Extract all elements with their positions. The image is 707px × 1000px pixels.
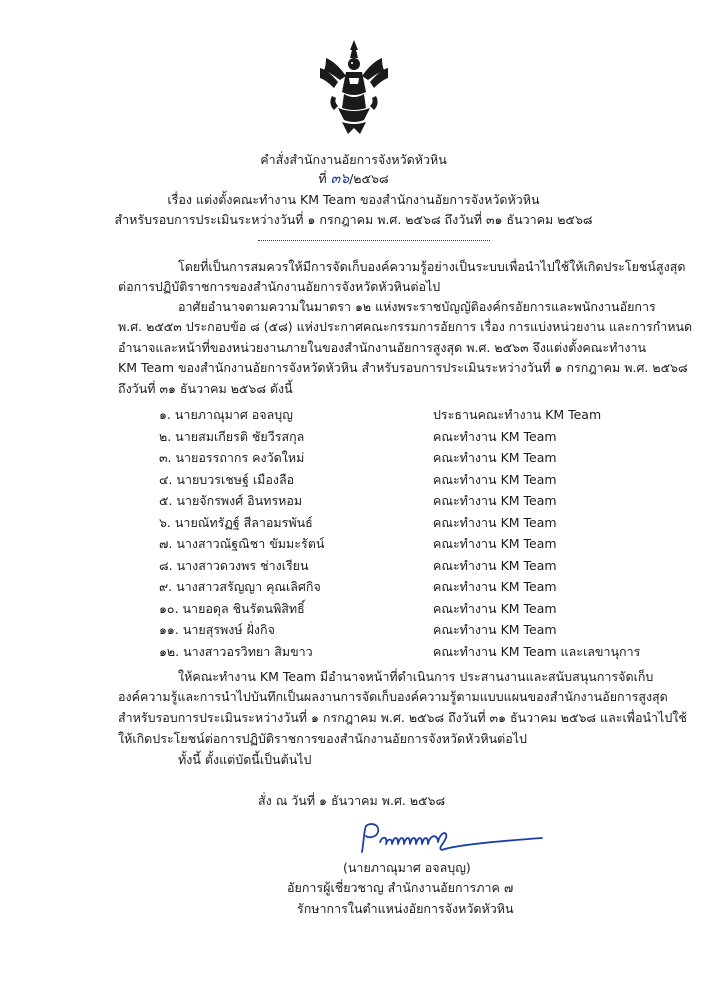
divider: [258, 240, 490, 241]
para3-line1: ให้คณะทำงาน KM Team มีอำนาจหน้าที่ดำเนินการ ประสานงานและสนับสนุนการจัดเก็บ: [178, 669, 654, 684]
list-item: [0, 513, 707, 533]
member-role: คณะทำงาน KM Team: [433, 579, 557, 594]
list-item: [0, 599, 707, 619]
member-name: ๗. นางสาวณัฐณิชา ขัมมะรัตน์: [159, 536, 325, 551]
member-name: ๑๒. นางสาวอรวิทยา สิมขาว: [159, 643, 313, 659]
member-role: คณะทำงาน KM Team: [433, 450, 557, 465]
number-prefix: ที่: [318, 171, 327, 186]
subject-line-1: เรื่อง แต่งตั้งคณะทำงาน KM Team ของสำนักงานอัยการจังหวัดหัวหิน: [167, 192, 540, 207]
member-role: คณะทำงาน KM Team: [433, 493, 557, 508]
para4: ทั้งนี้ ตั้งแต่บัดนี้เป็นต้นไป: [178, 752, 312, 767]
para2-line2: พ.ศ. ๒๕๕๓ ประกอบข้อ ๘ (๕๘) แห่งประกาศคณะกรรมการอัยการ เรื่อง การแบ่งหน่วยงาน และการกำหนด: [118, 319, 693, 334]
member-role: คณะทำงาน KM Team: [433, 514, 557, 530]
para2-line3: อำนาจและหน้าที่ของหน่วยงานภายในของสำนักงานอัยการสูงสุด พ.ศ. ๒๕๖๓ จึงแต่งตั้งคณะทำงาน: [118, 340, 647, 355]
member-role: คณะทำงาน KM Team: [433, 536, 557, 551]
member-name: ๖. นายณัทรัฏฐ์ สีลาอมรพันธ์: [159, 514, 313, 530]
list-item: [0, 577, 707, 597]
member-role: คณะทำงาน KM Team: [433, 622, 557, 637]
member-role: คณะทำงาน KM Team: [433, 471, 557, 487]
member-name: ๒. นายสมเกียรติ ชัยวีรสกุล: [159, 428, 305, 444]
para2-line1: อาศัยอำนาจตามความในมาตรา ๑๒ แห่งพระราชบัญญัติองค์กรอัยการและพนักงานอัยการ: [178, 299, 656, 314]
member-name: ๙. นางสาวสรัญญา คุณเลิศกิจ: [159, 579, 321, 594]
list-item: [0, 642, 707, 662]
member-name: ๑. นายภาณุมาศ อจลบุญ: [159, 407, 293, 422]
member-role: คณะทำงาน KM Team: [433, 600, 557, 616]
number-suffix: /๒๕๖๘: [349, 171, 389, 186]
list-item: [0, 448, 707, 468]
para2-line4: KM Team ของสำนักงานอัยการจังหวัดหัวหิน สำหรับรอบการประเมินระหว่างวันที่ ๑ กรกฎาคม พ.ศ. ๒๕๖๘: [118, 360, 688, 375]
para3-line3: สำหรับรอบการประเมินระหว่างวันที่ ๑ กรกฎาคม พ.ศ. ๒๕๖๘ ถึงวันที่ ๓๑ ธันวาคม ๒๕๖๘ และเพื่อนำไปใช้: [118, 710, 687, 725]
member-name: ๘. นางสาวดวงพร ช่างเรียน: [159, 557, 309, 573]
list-item: [0, 427, 707, 447]
member-name: ๕. นายจักรพงศ์ อินทรหอม: [159, 493, 303, 508]
member-role: คณะทำงาน KM Team และเลขานุการ: [433, 643, 641, 659]
list-item: [0, 620, 707, 640]
member-name: ๓. นายอรรถากร คงวัดใหม่: [159, 450, 305, 465]
member-name: ๑๐. นายอดุล ชินรัตนพิสิทธิ์: [159, 600, 305, 616]
list-item: [0, 470, 707, 490]
signer-position-2: รักษาการในตำแหน่งอัยการจังหวัดหัวหิน: [297, 901, 514, 916]
list-item: [0, 556, 707, 576]
para1-line1: โดยที่เป็นการสมควรให้มีการจัดเก็บองค์ความรู้อย่างเป็นระบบเพื่อนำไปใช้ให้เกิดประโยชน์สูงสุด: [178, 259, 686, 274]
para1-line2: ต่อการปฏิบัติราชการของสำนักงานอัยการจังหวัดหัวหินต่อไป: [118, 279, 441, 294]
order-number: [0, 168, 707, 190]
order-title: คำสั่งสำนักงานอัยการจังหวัดหัวหิน: [260, 152, 447, 167]
list-item: [0, 534, 707, 554]
list-item: [0, 405, 707, 425]
para3-line4: ให้เกิดประโยชน์ต่อการปฏิบัติราชการของสำนักงานอัยการจังหวัดหัวหินต่อไป: [118, 731, 527, 746]
signer-name: (นายภาณุมาศ อจลบุญ): [343, 860, 471, 875]
subject-line-2: สำหรับรอบการประเมินระหว่างวันที่ ๑ กรกฎาคม พ.ศ. ๒๕๖๘ ถึงวันที่ ๓๑ ธันวาคม ๒๕๖๘: [114, 212, 593, 227]
garuda-emblem-icon: [318, 38, 390, 138]
member-role: ประธานคณะทำงาน KM Team: [433, 407, 602, 422]
list-item: [0, 491, 707, 511]
member-role: คณะทำงาน KM Team: [433, 428, 557, 444]
member-name: ๔. นายบวรเชษฐ์ เมืองลือ: [159, 471, 295, 487]
signer-position-1: อัยการผู้เชี่ยวชาญ สำนักงานอัยการภาค ๗: [287, 880, 514, 895]
member-role: คณะทำงาน KM Team: [433, 557, 557, 573]
member-name: ๑๑. นายสุรพงษ์ ฝั่งกิจ: [159, 622, 275, 637]
handwritten-number: ๓๖: [330, 171, 350, 187]
para2-line5: ถึงวันที่ ๓๑ ธันวาคม ๒๕๖๘ ดังนี้: [118, 381, 293, 396]
date-line: สั่ง ณ วันที่ ๑ ธันวาคม พ.ศ. ๒๕๖๘: [258, 793, 446, 808]
handwritten-signature-icon: [356, 820, 546, 858]
para3-line2: องค์ความรู้และการนำไปบันทึกเป็นผลงานการจัดเก็บองค์ความรู้ตามแบบแผนของสำนักงานอัยการสูงสุด: [118, 689, 668, 704]
